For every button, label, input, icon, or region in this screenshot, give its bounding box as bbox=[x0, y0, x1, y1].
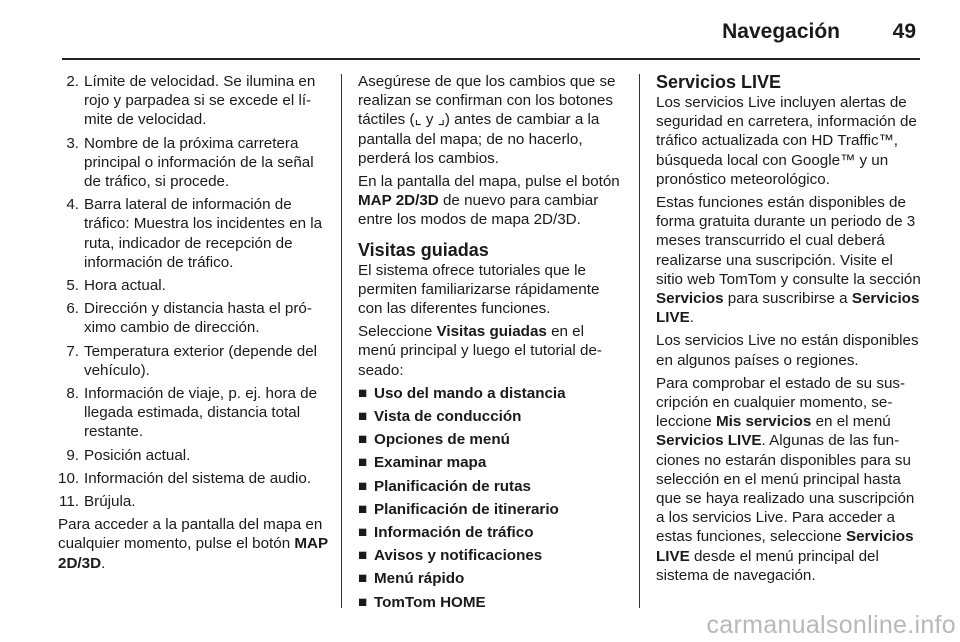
list-item: 3. Nombre de la próxima carretera principal o información de la señal de tráfico, si procede. bbox=[66, 134, 314, 191]
bullet-icon: ■ bbox=[358, 408, 368, 426]
bullet-icon: ■ bbox=[358, 454, 368, 472]
section-heading-visitas: Visitas guiadas bbox=[358, 239, 489, 260]
tutorial-list bbox=[358, 384, 626, 612]
map-access-paragraph: Para acceder a la pantalla del mapa en cualquier momento, pulse el botón MAP 2D/3D. bbox=[58, 516, 328, 572]
list-item: 5. Hora actual. bbox=[66, 277, 166, 295]
column-divider-1 bbox=[341, 74, 342, 608]
bullet-icon: ■ bbox=[358, 524, 368, 542]
list-item: ■ Examinar mapa bbox=[358, 454, 487, 472]
bullet-icon: ■ bbox=[358, 384, 368, 402]
bullet-icon: ■ bbox=[358, 593, 368, 611]
list-item: ■ Vista de conducción bbox=[358, 408, 522, 426]
section-heading-live: Servicios LIVE bbox=[656, 72, 782, 92]
status-paragraph: Para comprobar el estado de su suscripción en cualquier momento, seleccione Mis servicios en el menú Servicios LIVE. Algunas de las funciones no estarán disponibles para su selección en el menú principal hasta que se haya realizado una suscripción a los servicios Live. Para acceder a estas funciones, seleccione Servicios LIVE desde el menú principal del sistema de navegación. bbox=[656, 374, 915, 584]
list-item: 7. Temperatura exterior (depende del vehículo). bbox=[66, 342, 318, 379]
availability-paragraph: Los servicios Live no están disponibles en algunos países o regiones. bbox=[656, 332, 919, 369]
page-number: 49 bbox=[892, 20, 916, 43]
column-1 bbox=[58, 72, 328, 577]
list-item: ■ Avisos y notificaciones bbox=[358, 547, 543, 565]
list-item: ■ TomTom HOME bbox=[358, 593, 486, 611]
list-item: 10. Información del sistema de audio. bbox=[58, 469, 312, 487]
list-item: 2. Límite de velocidad. Se ilumina en rojo y parpadea si se excede el límite de velocidad. bbox=[66, 73, 316, 129]
subscription-paragraph: Estas funciones están disponibles de forma gratuita durante un periodo de 3 meses transcurrido el cual deberá realizarse una suscripción. Visite el sitio web TomTom y consulte la sección Servicios para suscribirse a Servicios LIVE. bbox=[656, 194, 921, 327]
bullet-icon: ■ bbox=[358, 547, 368, 565]
bullet-icon: ■ bbox=[358, 500, 368, 518]
bullet-icon: ■ bbox=[358, 477, 368, 495]
column-3 bbox=[656, 72, 924, 589]
column-2 bbox=[358, 72, 626, 616]
select-tutorial-paragraph: Seleccione Visitas guiadas en el menú principal y luego el tutorial deseado: bbox=[358, 323, 602, 379]
list-item: ■ Planificación de rutas bbox=[358, 477, 531, 495]
page-header bbox=[62, 14, 920, 60]
page-title: Navegación bbox=[722, 20, 840, 43]
bullet-icon: ■ bbox=[358, 431, 368, 449]
bullet-icon: ■ bbox=[358, 570, 368, 588]
list-item: ■ Uso del mando a distancia bbox=[358, 384, 566, 402]
list-item: 6. Dirección y distancia hasta el próximo cambio de dirección. bbox=[66, 300, 312, 337]
live-intro-paragraph: Los servicios Live incluyen alertas de seguridad en carretera, información de tráfico actualizada con HD Traffic™, búsqueda local con Google™ y un pronóstico meteorológico. bbox=[656, 94, 917, 188]
watermark: carmanualsonline.info bbox=[706, 611, 956, 639]
list-item: 11. Brújula. bbox=[59, 493, 136, 511]
list-item: ■ Menú rápido bbox=[358, 570, 465, 588]
list-item: 9. Posición actual. bbox=[66, 446, 191, 464]
column-divider-2 bbox=[639, 74, 640, 608]
list-item: ■ Opciones de menú bbox=[358, 431, 510, 449]
tutorials-paragraph: El sistema ofrece tutoriales que le permiten familiarizarse rápidamente con las diferentes funciones. bbox=[358, 261, 600, 318]
numbered-list bbox=[58, 72, 328, 511]
list-item: ■ Planificación de itinerario bbox=[358, 500, 559, 518]
list-item: ■ Información de tráfico bbox=[358, 524, 534, 542]
map-mode-paragraph: En la pantalla del mapa, pulse el botón MAP 2D/3D de nuevo para cambiar entre los modos de mapa 2D/3D. bbox=[358, 173, 620, 229]
list-item: 4. Barra lateral de información de tráfico: Muestra los incidentes en la ruta, indicador de recepción de información de tráfico. bbox=[66, 196, 323, 271]
confirm-paragraph: Asegúrese de que los cambios que se realizan se confirman con los botones táctiles (⌞ y ⌟) antes de cambiar a la pantalla del mapa; de no hacerlo, perderá los cambios. bbox=[358, 73, 616, 167]
list-item: 8. Información de viaje, p. ej. hora de llegada estimada, distancia total restante. bbox=[66, 385, 318, 441]
